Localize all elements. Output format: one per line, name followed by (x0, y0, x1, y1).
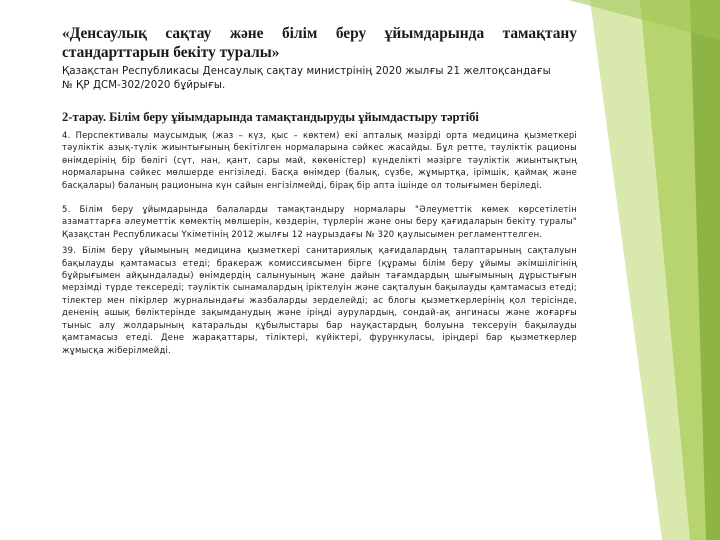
section-heading: 2-тарау. Білім беру ұйымдарында тамақтандыруды ұйымдастыру тәртібі (62, 110, 479, 124)
subtitle-line-1: Қазақстан Республикасы Денсаулық сақтау министрінің 2020 жылғы 21 желтоқсандағы (62, 66, 551, 77)
subtitle-line-2: № ҚР ДСМ-302/2020 бұйрығы. (62, 80, 226, 91)
paragraph-5: 5. Білім беру ұйымдарында балаларды тамақтандыру нормалары "Әлеуметтік көмек көрсетілетін азаматтарға әлеуметтік көмектің мөлшерін, көздерін, түрлерін және оны беру қағидаларын бекіту туралы" Қазақстан Республикасы Үкіметінің 2012 жылғы 12 наурыздағы № 320 қаулысымен регламенттелген. (62, 204, 577, 239)
paragraph-4: 4. Перспективалы маусымдық (жаз – күз, қыс – көктем) екі апталық мәзірді орта медицина қызметкері тәуліктік азық-түлік жиынтығының бекітілген нормаларына сәйкес жасайды. Бұл ретте, тәуліктік рационы өнімдерінің бір бөлігі (сүт, нан, қант, сары май, көкөністер) күнделікті мәзірге тәуліктік жиынтықтың нормаларына сәйкес мөлшерде енгізіледі. Басқа өнімдер (балық, сүзбе, жұмыртқа, ірімшік, қаймақ және басқалары) баланың рационына күн сайын енгізілмейді, бірақ бір апта ішінде ол толығымен беріледі. (62, 130, 577, 190)
paragraph-39: 39. Білім беру ұйымының медицина қызметкері санитариялық қағидалардың талаптарының сақталуын бақылауды қамтамасыз етеді; бракераж комиссиясымен бірге (құрамы білім беру ұйымы әкімшілігінің бұйрығымен айқындалады) өнімдердің салынуының және дайын тағамдардың шығымының дұрыстығын мерзімді түрде тексереді; тәуліктік сынамалардың іріктелуін және сақталуын бақылауды қамтамасыз етеді; тілектер мен пікірлер журналындағы жазбаларды зерделейді; ас блогы қызметкерлерінің қол терісінде, дененің ашық бөліктерінде зақымданудың және іріңді аурулардың, сондай-ақ ангинасы және жоғарғы тыныс алу жолдарының катаральды құбылыстары бар науқастардың болуына тексеруін бақылауды қамтамасыз етеді. Дене жарақаттары, тіліктері, күйіктері, фурункуласы, іріңдері бар қызметкерлер жұмысқа жіберілмейді. (62, 245, 577, 355)
document-title: «Денсаулық сақтау және білім беру ұйымдарында тамақтану стандарттарын бекіту туралы» (62, 25, 577, 61)
document-body (62, 24, 577, 356)
document-subtitle (62, 65, 577, 93)
